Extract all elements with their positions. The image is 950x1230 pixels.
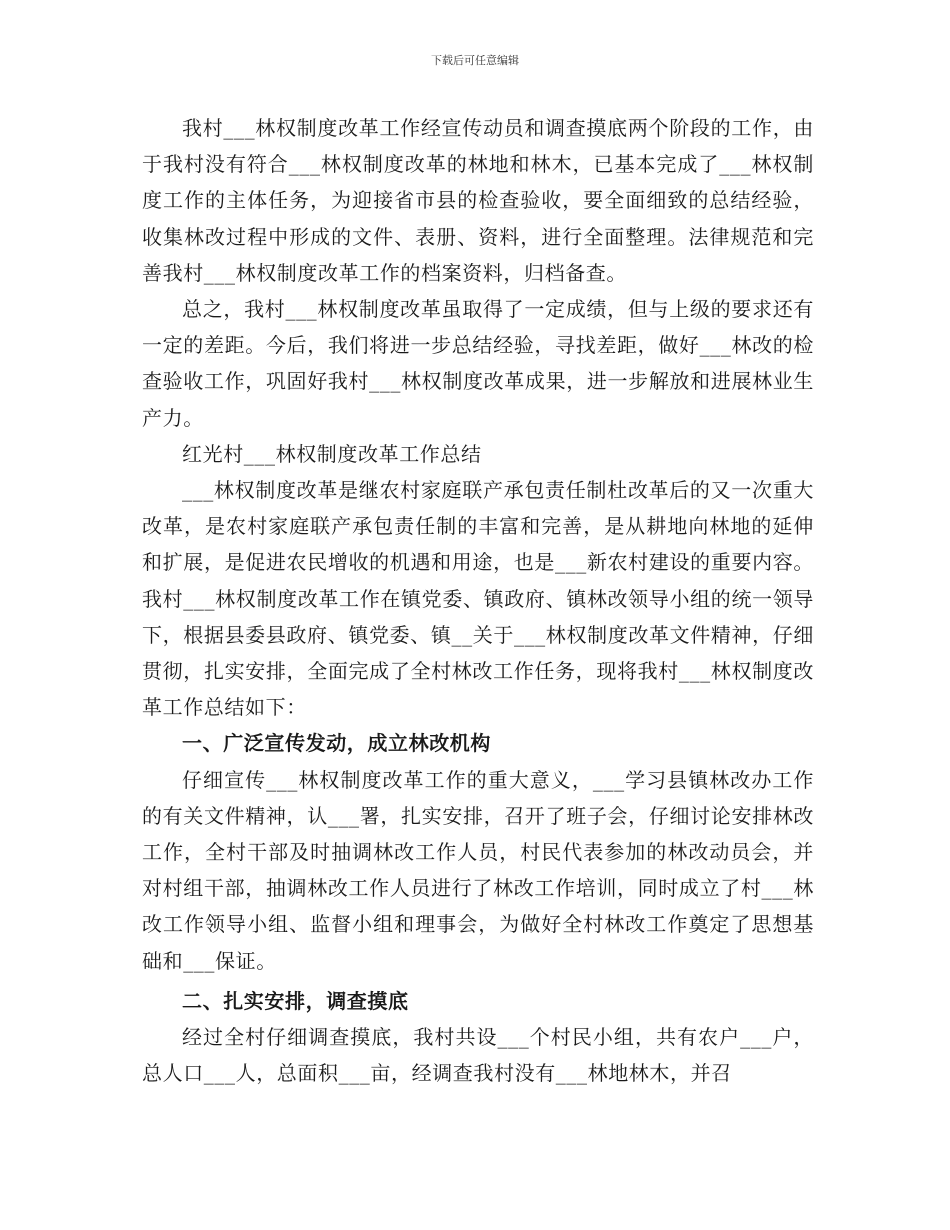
paragraph-intro: ___林权制度改革是继农村家庭联产承包责任制杜改革后的又一次重大改革，是农村家庭联产承包责任制的丰富和完善，是从耕地向林地的延伸和扩展，是促进农民增收的机遇和用途，也是___新农村建设的重要内容。我村___林权制度改革工作在镇党委、镇政府、镇林改领导小组的统一领导下，根据县委县政府、镇党委、镇__关于___林权制度改革文件精神，仔细贯彻，扎实安排，全面完成了全村林改工作任务，现将我村___林权制度改革工作总结如下： — [142, 478, 814, 720]
paragraph-archive: 我村___林权制度改革工作经宣传动员和调查摸底两个阶段的工作，由于我村没有符合___林权制度改革的林地和林木，已基本完成了___林权制度工作的主体任务，为迎接省市县的检查验收，要全面细致的总结经验，收集林改过程中形成的文件、表册、资料，进行全面整理。法律规范和完善我村___林权制度改革工作的档案资料，归档备查。 — [142, 116, 814, 285]
paragraph-conclusion: 总之，我村___林权制度改革虽取得了一定成绩，但与上级的要求还有一定的差距。今后，我们将进一步总结经验，寻找差距，做好___林改的检查验收工作，巩固好我村___林权制度改革成果，进一步解放和进展林业生产力。 — [142, 297, 814, 430]
section-heading-1: 一、广泛宣传发动，成立林改机构 — [182, 731, 491, 756]
document-title: 红光村___林权制度改革工作总结 — [182, 441, 482, 466]
section-body-2: 经过全村仔细调查摸底，我村共设___个村民小组，共有农户___户，总人口___人，总面积___亩，经调查我村没有___林地林木，并召 — [142, 1025, 814, 1086]
section-body-1: 仔细宣传___林权制度改革工作的重大意义，___学习县镇林改办工作的有关文件精神，认___署，扎实安排，召开了班子会，仔细讨论安排林改工作，全村干部及时抽调林改工作人员，村民代表参加的林改动员会，并对村组干部，抽调林改工作人员进行了林改工作培训，同时成立了村___林改工作领导小组、监督小组和理事会，为做好全村林改工作奠定了思想基础和___保证。 — [142, 767, 814, 973]
document-body — [142, 110, 814, 1091]
page-header-note: 下载后可任意编辑 — [431, 54, 519, 67]
section-heading-2: 二、扎实安排，调查摸底 — [182, 988, 409, 1013]
